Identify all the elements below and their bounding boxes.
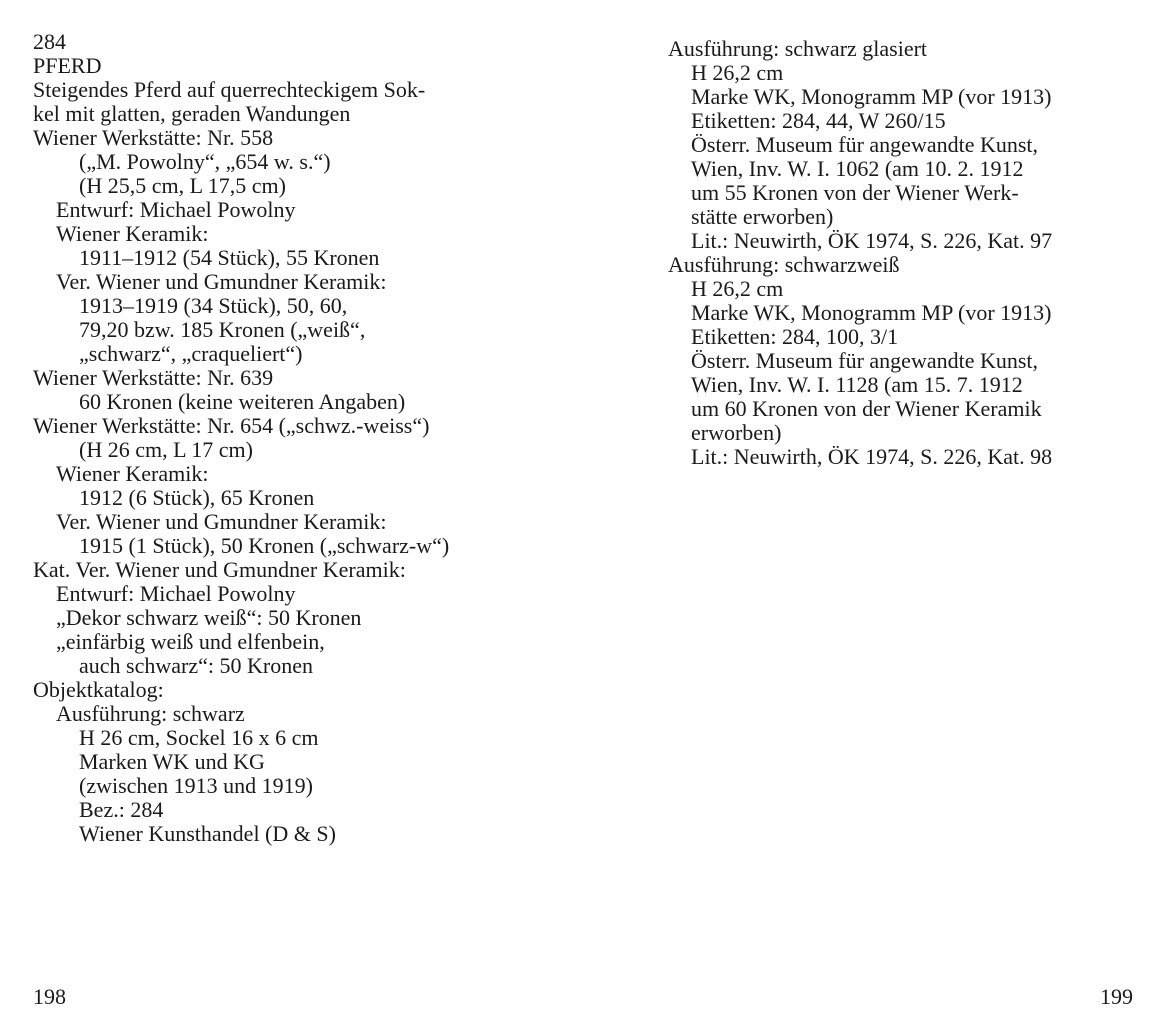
text-line: „Dekor schwarz weiß“: 50 Kronen [56,605,362,630]
text-line: Wien, Inv. W. I. 1062 (am 10. 2. 1912 [691,156,1024,181]
text-line: Ausführung: schwarz [56,701,245,726]
text-line: Objektkatalog: [33,677,164,702]
text-line: Ausführung: schwarz glasiert [668,36,928,61]
text-line: Etiketten: 284, 44, W 260/15 [691,108,946,133]
text-line: erworben) [691,420,782,445]
text-line: Österr. Museum für angewandte Kunst, [691,132,1039,157]
text-line: Etiketten: 284, 100, 3/1 [691,324,899,349]
page-number-left: 198 [33,984,66,1009]
text-line: Lit.: Neuwirth, ÖK 1974, S. 226, Kat. 97 [691,228,1053,253]
text-line: 1915 (1 Stück), 50 Kronen („schwarz-w“) [79,533,450,558]
text-line: PFERD [33,53,102,78]
text-line: 60 Kronen (keine weiteren Angaben) [79,389,406,414]
text-line: „schwarz“, „craqueliert“) [79,341,303,366]
text-line: Österr. Museum für angewandte Kunst, [691,348,1039,373]
text-line: Marke WK, Monogramm MP (vor 1913) [691,84,1052,109]
text-line: H 26,2 cm [691,276,784,301]
text-line: Marke WK, Monogramm MP (vor 1913) [691,300,1052,325]
text-line: Bez.: 284 [79,797,164,822]
text-line: Steigendes Pferd auf querrechteckigem Sok- [33,77,426,102]
text-line: („M. Powolny“, „654 w. s.“) [79,149,331,174]
page-number-right: 199 [1100,984,1133,1009]
text-line: Ver. Wiener und Gmundner Keramik: [56,269,387,294]
text-line: Entwurf: Michael Powolny [56,581,296,606]
text-line: H 26,2 cm [691,60,784,85]
text-line: Lit.: Neuwirth, ÖK 1974, S. 226, Kat. 98 [691,444,1053,469]
text-line: Wiener Werkstätte: Nr. 639 [33,365,274,390]
right-page-column [668,37,1148,469]
text-line: 1911–1912 (54 Stück), 55 Kronen [79,245,380,270]
text-line: auch schwarz“: 50 Kronen [79,653,313,678]
text-line: um 60 Kronen von der Wiener Keramik [691,396,1042,421]
text-line: kel mit glatten, geraden Wandungen [33,101,351,126]
text-line: 1913–1919 (34 Stück), 50, 60, [79,293,348,318]
text-line: 79,20 bzw. 185 Kronen („weiß“, [79,317,366,342]
text-line: um 55 Kronen von der Wiener Werk- [691,180,1019,205]
text-line: Wiener Keramik: [56,461,209,486]
text-line: 284 [33,29,66,54]
text-line: „einfärbig weiß und elfenbein, [56,629,325,654]
text-line: Marken WK und KG [79,749,265,774]
text-line: 1912 (6 Stück), 65 Kronen [79,485,315,510]
text-line: (H 25,5 cm, L 17,5 cm) [79,173,286,198]
text-line: Wiener Werkstätte: Nr. 654 („schwz.-weiss“) [33,413,430,438]
text-line: Wiener Kunsthandel (D & S) [79,821,336,846]
text-line: Ver. Wiener und Gmundner Keramik: [56,509,387,534]
left-page-column [33,30,593,846]
text-line: Ausführung: schwarzweiß [668,252,900,277]
text-line: Wiener Werkstätte: Nr. 558 [33,125,274,150]
text-line: stätte erworben) [691,204,834,229]
text-line: (H 26 cm, L 17 cm) [79,437,253,462]
text-line: (zwischen 1913 und 1919) [79,773,314,798]
text-line: Entwurf: Michael Powolny [56,197,296,222]
text-line: Wiener Keramik: [56,221,209,246]
text-line: Kat. Ver. Wiener und Gmundner Keramik: [33,557,406,582]
text-line: Wien, Inv. W. I. 1128 (am 15. 7. 1912 [691,372,1023,397]
text-line: H 26 cm, Sockel 16 x 6 cm [79,725,319,750]
